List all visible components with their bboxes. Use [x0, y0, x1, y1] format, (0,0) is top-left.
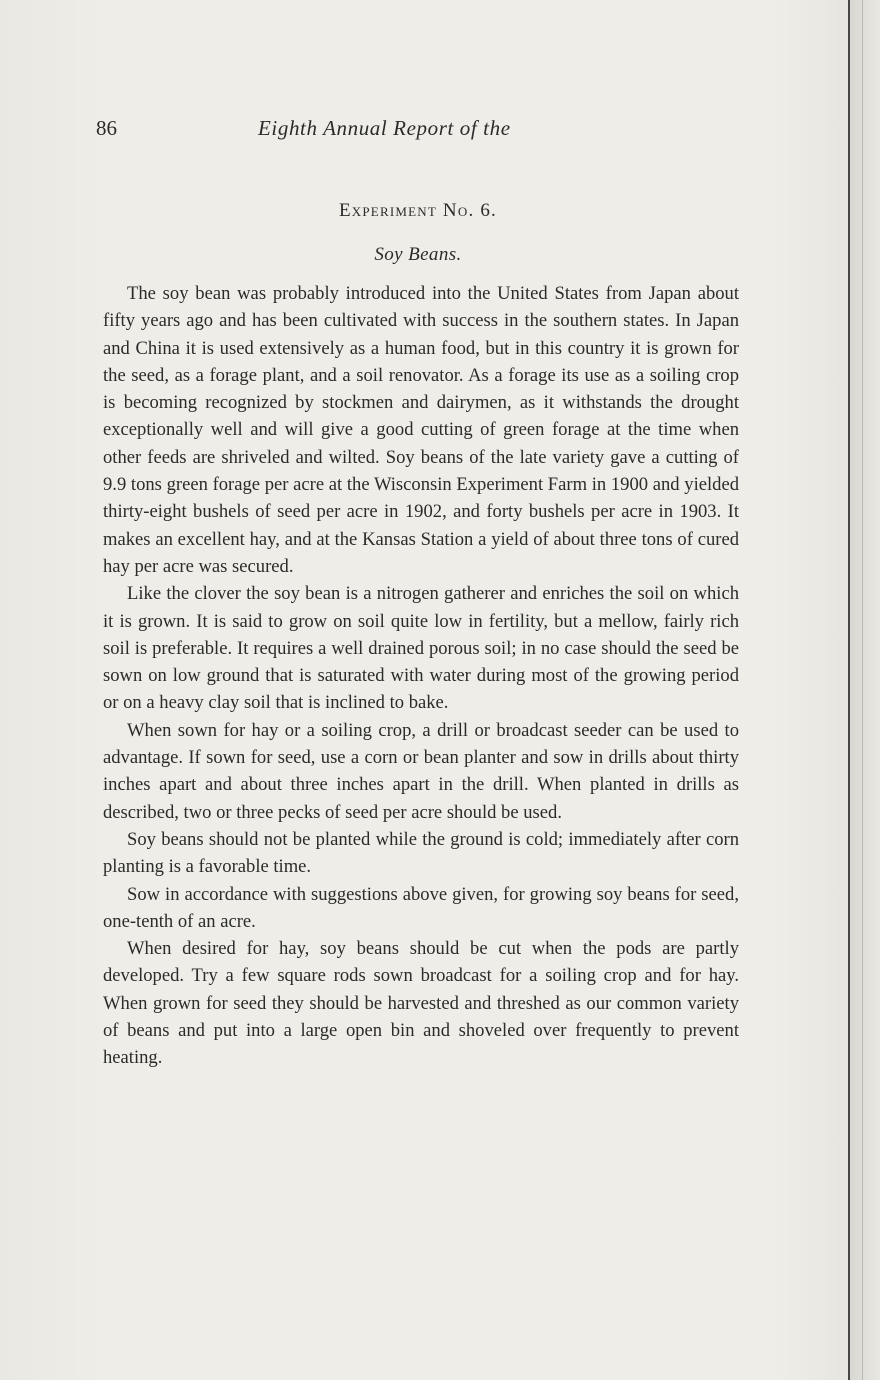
experiment-title: Experiment No. 6. [338, 200, 497, 221]
paragraph-planting-time: Soy beans should not be planted while the ground is cold; immediately after corn planting is a favorable time. [103, 828, 739, 878]
paragraph-seed-area: Sow in accordance with suggestions above given, for growing soy beans for seed, one-tenth of an acre. [103, 883, 739, 932]
adjacent-page-edge [850, 0, 880, 1380]
adjacent-page-rule [862, 0, 863, 1380]
paragraph-sowing: When sown for hay or a soiling crop, a drill or broadcast seeder can be used to advantage. If sown for seed, use a corn or bean planter and sow in drills about thirty inches apart and about three inches apart in the drill. When planted in drills as described, two or three pecks of seed per acre should be used. [103, 719, 739, 823]
running-title: Eighth Annual Report of the [258, 116, 511, 140]
page-number: 86 [96, 116, 117, 140]
paragraph-introduction: The soy bean was probably introduced into the United States from Japan about fifty years ago and has been cultivated with success in the southern states. In Japan and China it is used extensively as a human food, but in this country it is grown for the seed, as a forage plant, and a soil renovator. As a forage its use as a soiling crop is becoming recognized by stockmen and dairymen, as it withstands the drought exceptionally well and will give a good cutting of green forage at the time when other feeds are shriveled and wilted. Soy beans of the late variety gave a cutting of 9.9 tons green forage per acre at the Wisconsin Experiment Farm in 1900 and yielded thirty-eight bushels of seed per acre in 1902, and forty bushels per acre in 1903. It makes an excellent hay, and at the Kansas Station a yield of about three tons of cured hay per acre was secured. [103, 283, 739, 577]
body-text [103, 280, 739, 1072]
paragraph-harvest: When desired for hay, soy beans should be cut when the pods are partly developed. Try a few square rods sown broadcast for a soiling crop and for hay. When grown for seed they should be harvested and threshed as our common variety of beans and put into a large open bin and shoveled over frequently to prevent heating. [103, 938, 739, 1069]
running-header [96, 116, 736, 148]
section-subtitle: Soy Beans. [374, 244, 462, 265]
paragraph-soil: Like the clover the soy bean is a nitrogen gatherer and enriches the soil on which it is grown. It is said to grow on soil quite low in fertility, but a mellow, fairly rich soil is preferable. It requires a well drained porous soil; in no case should the seed be sown on low ground that is saturated with water during most of the growing period or on a heavy clay soil that is inclined to bake. [103, 583, 739, 714]
